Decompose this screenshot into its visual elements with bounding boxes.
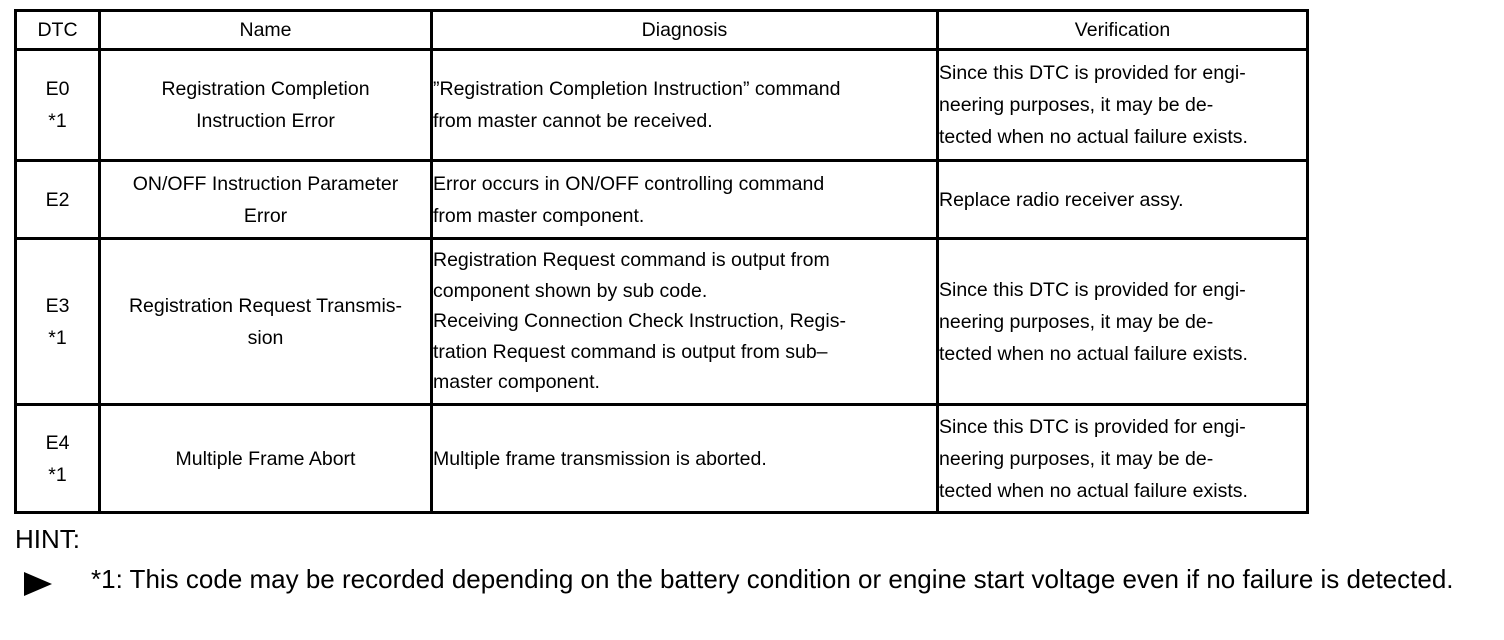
dtc-code-cell <box>16 161 100 239</box>
dtc-verification-line: neering purposes, it may be de- <box>939 310 1214 333</box>
dtc-verification-line: neering purposes, it may be de- <box>939 447 1214 470</box>
dtc-diagnosis-cell <box>432 405 938 513</box>
dtc-diagnosis-cell <box>432 50 938 161</box>
dtc-verification-line: Replace radio receiver assy. <box>939 188 1184 211</box>
dtc-diagnosis-line: ”Registration Completion Instruction” command <box>433 78 841 100</box>
dtc-code: E3 <box>45 294 70 317</box>
header-dtc: DTC <box>16 11 100 50</box>
dtc-name-cell <box>100 405 432 513</box>
dtc-name-cell <box>100 161 432 239</box>
hint-text: *1: This code may be recorded depending on the battery condition or engine start voltage even if no failure is detected. <box>91 564 1454 594</box>
dtc-diagnosis-line: Registration Request command is output from <box>433 249 830 272</box>
dtc-name-line: Registration Request Transmis- <box>128 294 403 317</box>
dtc-verification-line: neering purposes, it may be de- <box>939 94 1214 116</box>
dtc-name-line: Instruction Error <box>196 110 335 132</box>
dtc-note: *1 <box>48 326 67 349</box>
dtc-verification-line: Since this DTC is provided for engi- <box>939 62 1246 84</box>
dtc-name-line: sion <box>247 326 284 349</box>
dtc-verification-line: Since this DTC is provided for engi- <box>939 278 1246 301</box>
dtc-diagnosis-line: Error occurs in ON/OFF controlling command <box>433 172 825 195</box>
dtc-code: E0 <box>45 78 70 100</box>
table-row <box>16 405 1308 513</box>
dtc-note: *1 <box>48 110 67 132</box>
dtc-code-cell <box>16 405 100 513</box>
dtc-code-cell <box>16 239 100 405</box>
dtc-verification-cell <box>938 50 1308 161</box>
dtc-diagnosis-line: Receiving Connection Check Instruction, Regis- <box>433 310 846 333</box>
dtc-diagnosis-line: component shown by sub code. <box>433 279 708 302</box>
dtc-verification-cell <box>938 239 1308 405</box>
dtc-diagnosis-line: Multiple frame transmission is aborted. <box>433 447 767 470</box>
dtc-diagnosis-cell <box>432 161 938 239</box>
dtc-name-line: Multiple Frame Abort <box>175 447 356 470</box>
dtc-name-line: ON/OFF Instruction Parameter <box>132 172 399 195</box>
dtc-name-line: Registration Completion <box>161 78 370 100</box>
dtc-diagnosis-line: master component. <box>433 371 600 394</box>
dtc-name-cell <box>100 239 432 405</box>
dtc-name-line: Error <box>243 204 288 227</box>
dtc-diagnosis-line: tration Request command is output from sub– <box>433 340 828 363</box>
table-row <box>16 50 1308 161</box>
dtc-code-cell <box>16 50 100 161</box>
header-name: Name <box>100 11 432 50</box>
table-row <box>16 239 1308 405</box>
dtc-code: E4 <box>45 431 70 454</box>
dtc-verification-cell <box>938 405 1308 513</box>
dtc-note: *1 <box>48 463 67 486</box>
dtc-diagnosis-line: from master cannot be received. <box>433 110 713 132</box>
dtc-table <box>14 9 1309 514</box>
dtc-code: E2 <box>45 188 70 211</box>
dtc-verification-line: tected when no actual failure exists. <box>939 342 1248 365</box>
dtc-name-cell <box>100 50 432 161</box>
header-verification: Verification <box>938 11 1308 50</box>
hint-label: HINT: <box>15 524 80 554</box>
table-header-row <box>16 11 1308 50</box>
triangle-right-icon <box>24 572 52 596</box>
table-row <box>16 161 1308 239</box>
dtc-verification-line: tected when no actual failure exists. <box>939 479 1248 502</box>
dtc-verification-line: tected when no actual failure exists. <box>939 126 1248 148</box>
header-diagnosis: Diagnosis <box>432 11 938 50</box>
dtc-diagnosis-cell <box>432 239 938 405</box>
dtc-verification-line: Since this DTC is provided for engi- <box>939 415 1246 438</box>
dtc-diagnosis-line: from master component. <box>433 204 645 227</box>
dtc-verification-cell <box>938 161 1308 239</box>
